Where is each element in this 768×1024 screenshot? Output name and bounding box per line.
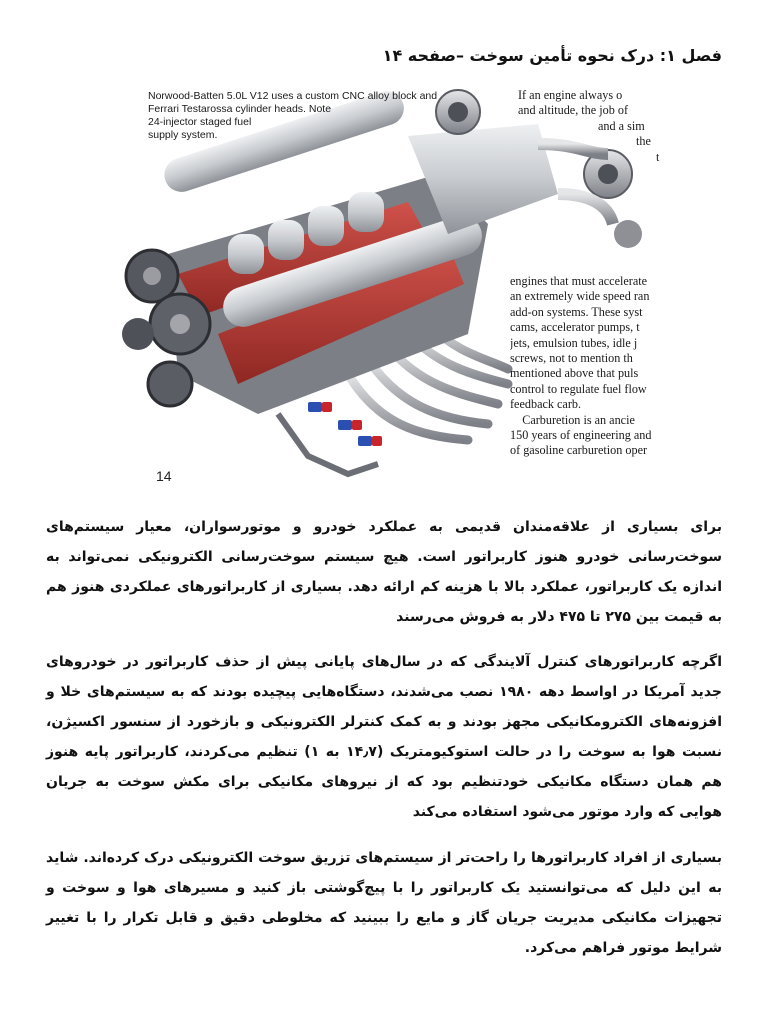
paragraph-3: بسیاری از افراد کاربراتورها را راحت‌تر از سیستم‌های تزریق سوخت الکترونیکی درک کرده‌اند. شاید به این دلیل که می‌توانستید یک کاربراتور را با پیچ‌گوشتی باز کنید و مسیرهای هوا و سوخت و تجهیزات مکانیکی مدیریت جریان گاز و مایع را ببینید که مخلوطی دقیق و قابل تکرار را با تغییر شرایط موتور فراهم می‌کرد. bbox=[46, 850, 722, 956]
book-line: If an engine always o bbox=[518, 88, 623, 102]
book-line: an extremely wide speed ran bbox=[510, 289, 650, 304]
book-line: cams, accelerator pumps, t bbox=[510, 320, 640, 335]
paragraph-1: برای بسیاری از علاقه‌مندان قدیمی به عملکرد خودرو و موتورسواران، معیار سیستم‌های سوخت‌رسانی خودرو هنوز کاربراتور است. هیچ سیستم سوخت‌رسانی الکترونیکی نمی‌تواند به اندازه یک کاربراتور، عملکرد بالا با هزینه کم ارائه دهد. بسیاری از کاربراتورهای عملکردی هنوز هم به قیمت بین ۲۷۵ تا ۴۷۵ دلار به فروش می‌رسند bbox=[46, 519, 722, 625]
caption-line: Norwood-Batten 5.0L V12 uses a custom CNC alloy block and bbox=[148, 90, 438, 102]
book-line: jets, emulsion tubes, idle j bbox=[510, 335, 638, 350]
book-line: 150 years of engineering and bbox=[510, 428, 652, 443]
chapter-header: فصل ۱: درک نحوه تأمین سوخت –صفحه ۱۴ bbox=[382, 46, 722, 65]
caption-line: supply system. bbox=[148, 129, 218, 141]
engine-figure bbox=[108, 84, 664, 504]
book-line: t bbox=[656, 149, 660, 164]
book-line: and altitude, the job of bbox=[518, 103, 628, 118]
book-line: and a sim bbox=[598, 118, 645, 133]
book-line: add-on systems. These syst bbox=[510, 304, 643, 319]
book-line: the bbox=[636, 134, 651, 149]
book-line: feedback carb. bbox=[510, 397, 582, 412]
book-text-bottom bbox=[510, 274, 664, 459]
book-text-top bbox=[518, 88, 664, 165]
book-page-number: 14 bbox=[156, 468, 172, 484]
book-line: Carburetion is an ancie bbox=[510, 412, 635, 427]
figure-caption bbox=[148, 90, 448, 142]
book-line: engines that must accelerate bbox=[510, 274, 648, 288]
book-line: control to regulate fuel flow bbox=[510, 381, 647, 396]
caption-line: Ferrari Testarossa cylinder heads. Note bbox=[148, 103, 332, 115]
paragraph-2: اگرچه کاربراتورهای کنترل آلایندگی که در سال‌های پایانی پیش از حذف کاربراتور در خودروهای جدید آمریکا در اواسط دهه ۱۹۸۰ نصب می‌شدند، دستگاه‌هایی پیچیده بودند که به سیستم‌های خلا و افزونه‌های الکترومکانیکی مجهز بودند و به کمک کنترلر الکترونیکی و بازخورد از سنسور اکسیژن، نسبت هوا به سوخت را در حالت استوکیومتریک (۱۴٫۷ به ۱) تنظیم می‌کردند، کاربراتور پایه هنوز هم همان دستگاه مکانیکی خودتنظیم بود که از نیروهای مکانیکی برای مکش سوخت به جریان هوایی که وارد موتور می‌شود استفاده می‌کند bbox=[46, 654, 723, 820]
book-line: of gasoline carburetion oper bbox=[510, 443, 648, 458]
book-line: screws, not to mention th bbox=[510, 351, 633, 366]
caption-line: 24-injector staged fuel bbox=[148, 116, 252, 128]
book-line: mentioned above that puls bbox=[510, 366, 639, 381]
